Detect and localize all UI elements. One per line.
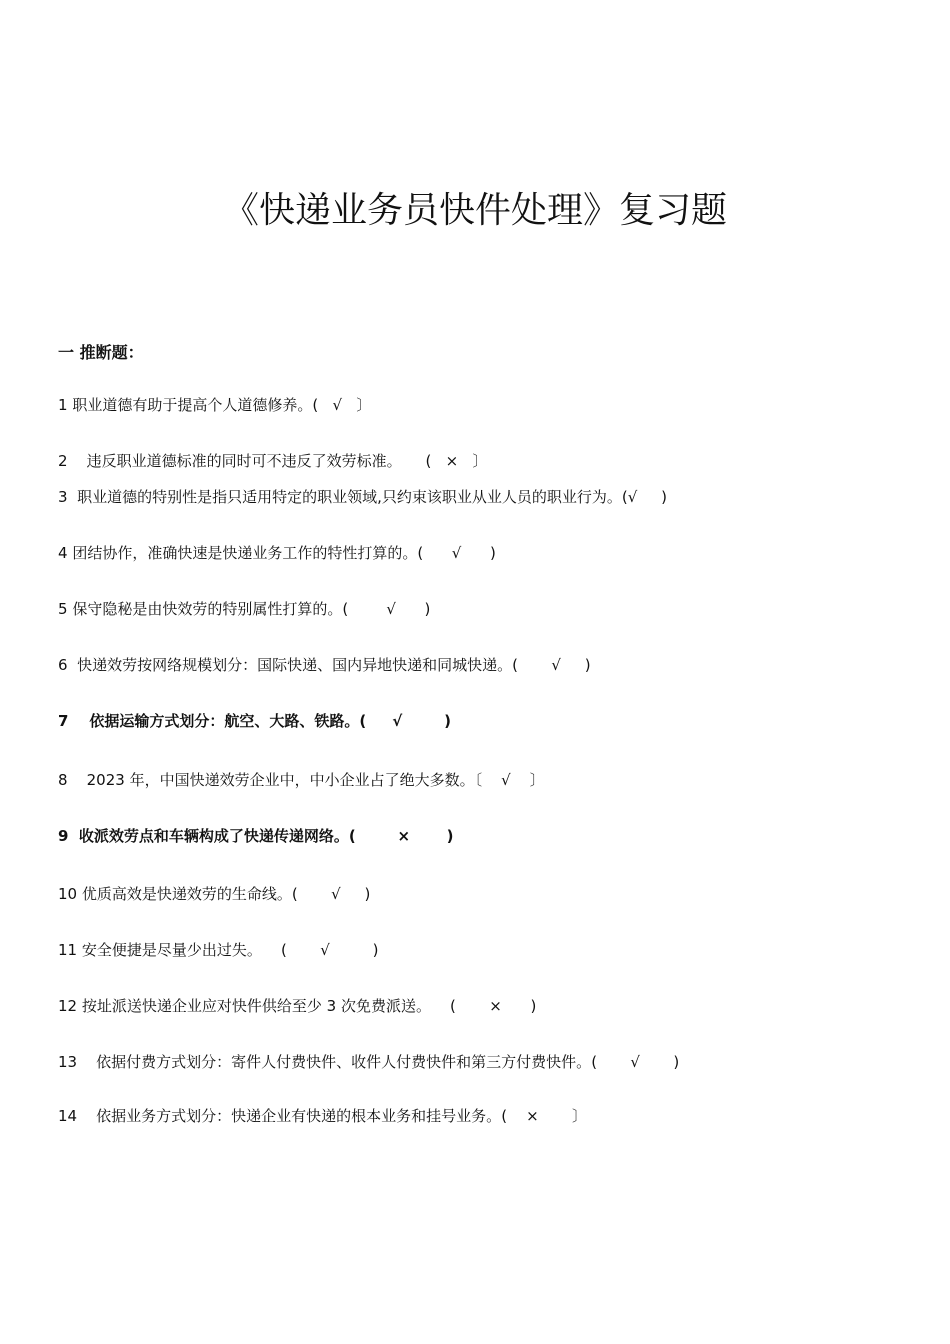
question-text: 依据付费方式划分：寄件人付费快件、收件人付费快件和第三方付费快件。	[96, 1053, 592, 1071]
question-11	[58, 940, 379, 960]
question-number: 5	[58, 600, 68, 618]
answer-mark: ( √ )	[591, 1053, 680, 1071]
question-number: 7	[58, 712, 69, 730]
question-number: 3	[58, 488, 68, 506]
question-text: 依据运输方式划分：航空、大路、铁路。	[89, 712, 360, 730]
question-text: 安全便捷是尽量少出过失。	[81, 941, 262, 959]
question-number: 9	[58, 827, 69, 845]
question-text: 快递效劳按网络规模划分：国际快递、国内异地快递和同城快递。	[77, 656, 513, 674]
question-1	[58, 395, 371, 415]
answer-mark: 〔 √ 〕	[474, 771, 545, 789]
answer-mark: (√ )	[621, 488, 667, 506]
answer-mark: ( √ 〕	[312, 396, 372, 414]
question-5	[58, 599, 430, 619]
answer-mark: ( √ )	[291, 885, 371, 903]
question-9	[58, 826, 454, 846]
answer-mark: ( √ )	[417, 544, 496, 562]
question-text: 收派效劳点和车辆构成了快递传递网络。	[78, 827, 349, 845]
answer-mark: ( √ )	[512, 656, 591, 674]
answer-mark: ( × 〕	[501, 1107, 588, 1125]
question-number: 8	[58, 771, 68, 789]
answer-mark: ( √ )	[342, 600, 431, 618]
answer-mark: ( × )	[348, 827, 454, 845]
question-4	[58, 543, 496, 563]
question-14	[58, 1106, 587, 1126]
question-2	[58, 451, 488, 471]
question-number: 14	[58, 1107, 78, 1125]
question-text: 团结协作，准确快速是快递业务工作的特性打算的。	[72, 544, 418, 562]
section-heading: 一 推断题：	[58, 343, 144, 362]
answer-mark: ( √ )	[280, 941, 379, 959]
question-number: 1	[58, 396, 68, 414]
answer-mark: ( × )	[450, 997, 537, 1015]
question-8	[58, 770, 545, 790]
answer-mark: ( × 〕	[425, 452, 488, 470]
question-number: 4	[58, 544, 68, 562]
question-text: 保守隐秘是由快效劳的特别属性打算的。	[72, 600, 343, 618]
question-number: 11	[58, 941, 78, 959]
question-number: 6	[58, 656, 68, 674]
question-10	[58, 884, 370, 904]
question-13	[58, 1052, 679, 1072]
question-12	[58, 996, 536, 1016]
question-text: 2023 年，中国快递效劳企业中，中小企业占了绝大多数。	[86, 771, 475, 789]
question-text: 职业道德有助于提高个人道德修养。	[72, 396, 313, 414]
question-text: 职业道德的特别性是指只适用特定的职业领域,只约束该职业从业人员的职业行为。	[77, 488, 622, 506]
question-number: 2	[58, 452, 68, 470]
question-6	[58, 655, 591, 675]
answer-mark: ( √ )	[359, 712, 451, 730]
question-7	[58, 711, 451, 731]
question-3	[58, 487, 667, 507]
question-text: 依据业务方式划分：快递企业有快递的根本业务和挂号业务。	[96, 1107, 502, 1125]
question-text: 优质高效是快递效劳的生命线。	[81, 885, 292, 903]
question-number: 12	[58, 997, 78, 1015]
question-number: 10	[58, 885, 78, 903]
page-title: 《快递业务员快件处理》复习题	[222, 190, 727, 231]
question-text: 违反职业道德标准的同时可不违反了效劳标准。	[86, 452, 402, 470]
question-text: 按址派送快递企业应对快件供给至少 3 次免费派送。	[81, 997, 431, 1015]
question-number: 13	[58, 1053, 78, 1071]
